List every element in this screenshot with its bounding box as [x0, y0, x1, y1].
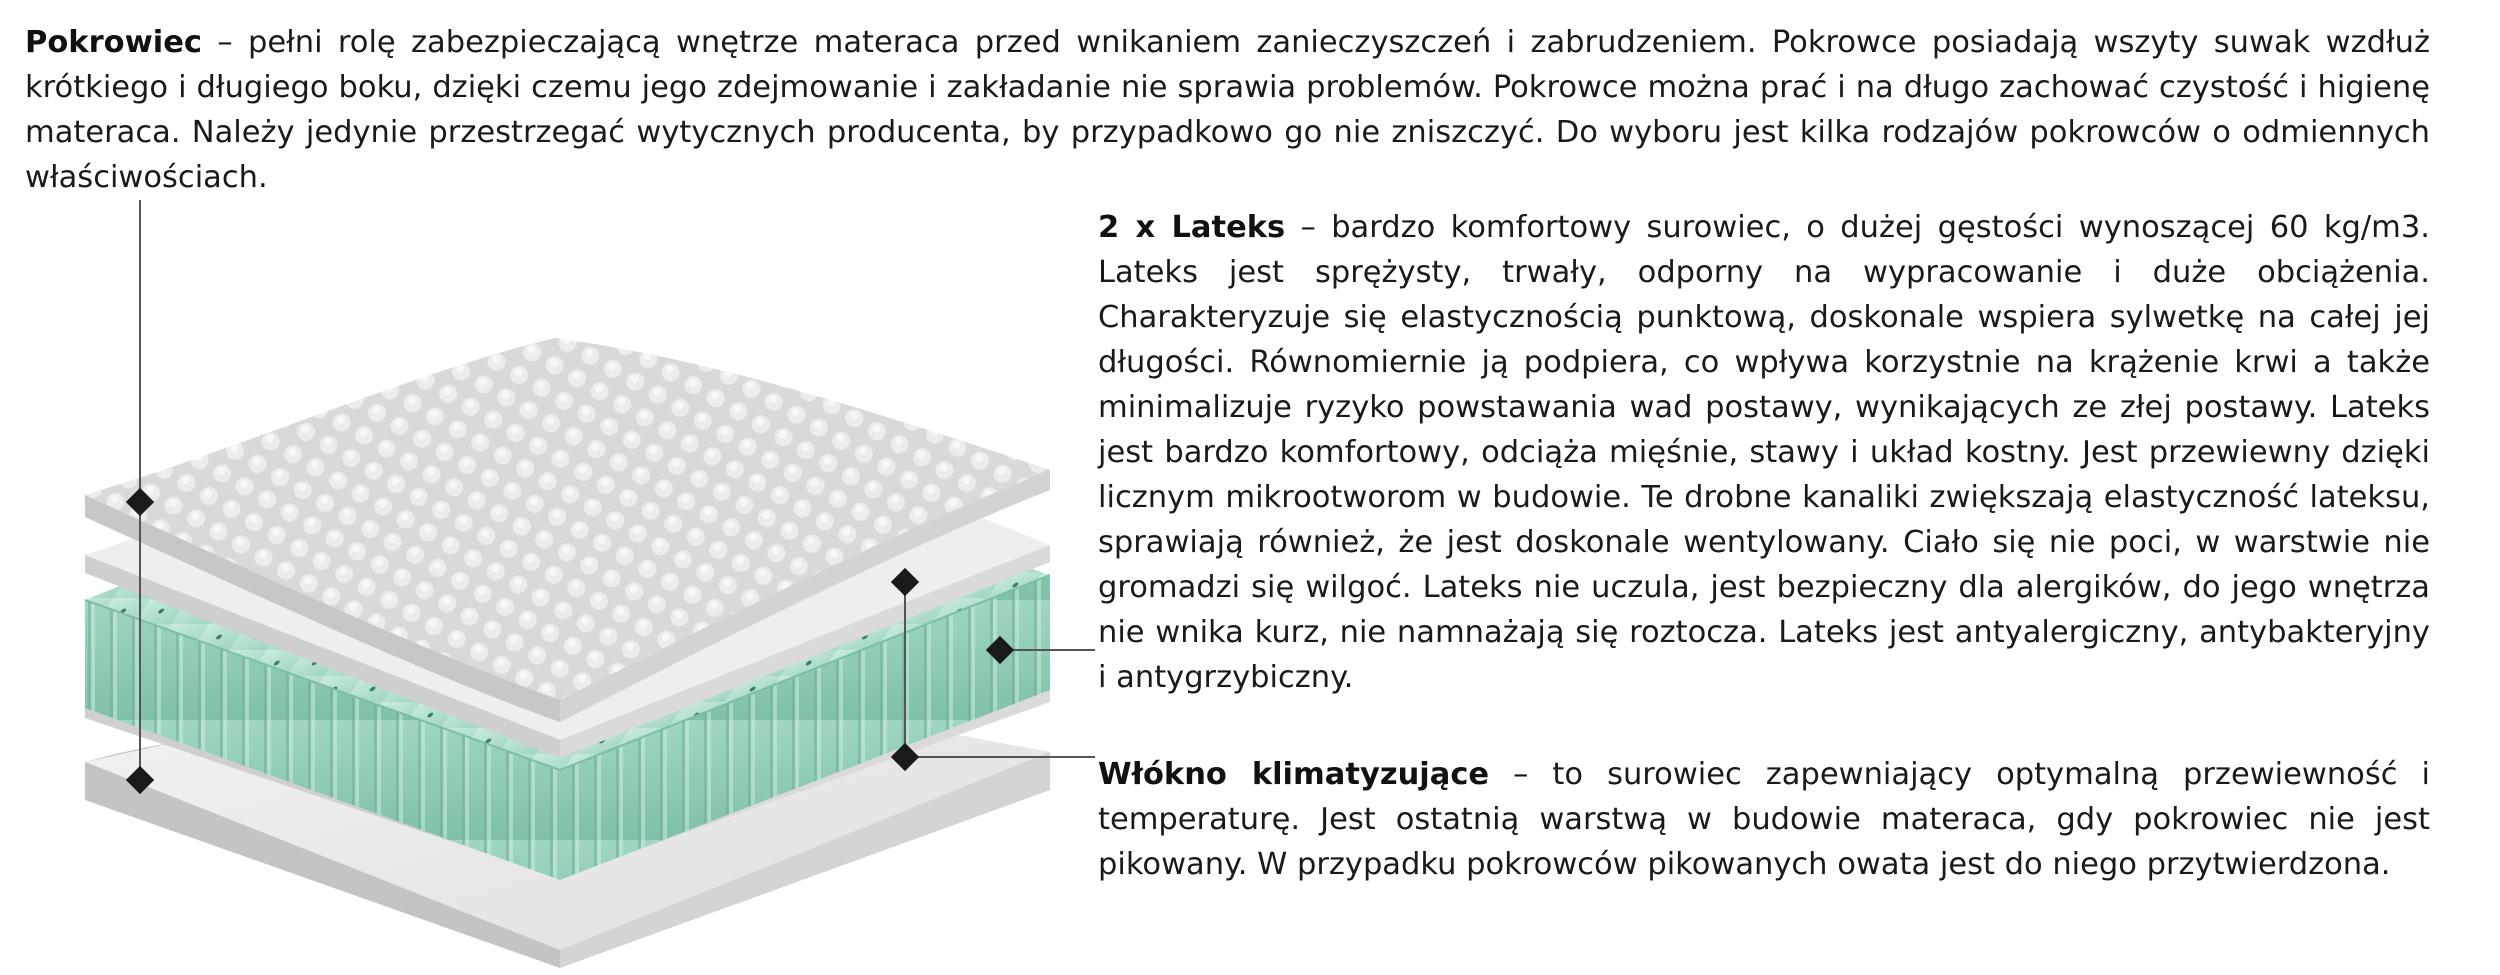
fiber-term: Włókno klimatyzujące — [1098, 757, 1490, 792]
fiber-text: – to surowiec zapewniający optymalną przewiewność i temperaturę. Jest ostatnią warstwą w budowie materaca, gdy pokrowiec nie jest pikowany. W przypadku pokrowców pikowanych owata jest do niego przytwierdzona. — [1098, 757, 2430, 882]
intro-text: – pełni rolę zabezpieczającą wnętrze materaca przed wnikaniem zanieczyszczeń i zabrudzeniem. Pokrowce posiadają wszyty suwak wzdłuż krótkiego i długiego boku, dzięki czemu jego zdejmowanie i zakładanie nie sprawia problemów. Pokrowce można prać i na długo zachować czystość i higienę materaca. Należy jedynie przestrzegać wytycznych producenta, by przypadkowo go nie zniszczyć. Do wyboru jest kilka rodzajów pokrowców o odmiennych właściwościach. — [25, 25, 2430, 195]
latex-term: 2 x Lateks — [1098, 210, 1286, 245]
latex-text: – bardzo komfortowy surowiec, o dużej gęstości wynoszącej 60 kg/m3. Lateks jest sprężysty, trwały, odporny na wypracowanie i duże obciążenia. Charakteryzuje się elastycznością punktową, doskonale wspiera sylwetkę na całej jej długości. Równomiernie ją podpiera, co wpływa korzystnie na krążenie krwi a także minimalizuje ryzyko powstawania wad postawy, wynikających ze złej postawy. Lateks jest bardzo komfortowy, odciąża mięśnie, stawy i układ kostny. Jest przewiewny dzięki licznym mikrootworom w budowie. Te drobne kanaliki zwiększają elastyczność lateksu, sprawiają również, że jest doskonale wentylowany. Ciało się nie poci, w warstwie nie gromadzi się wilgoć. Lateks nie uczula, jest bezpieczny dla alergików, do jego wnętrza nie wnika kurz, nie namnażają się roztocza. Lateks jest antyalergiczny, antybakteryjny i antygrzybiczny. — [1098, 210, 2430, 695]
intro-term: Pokrowiec — [25, 25, 202, 60]
